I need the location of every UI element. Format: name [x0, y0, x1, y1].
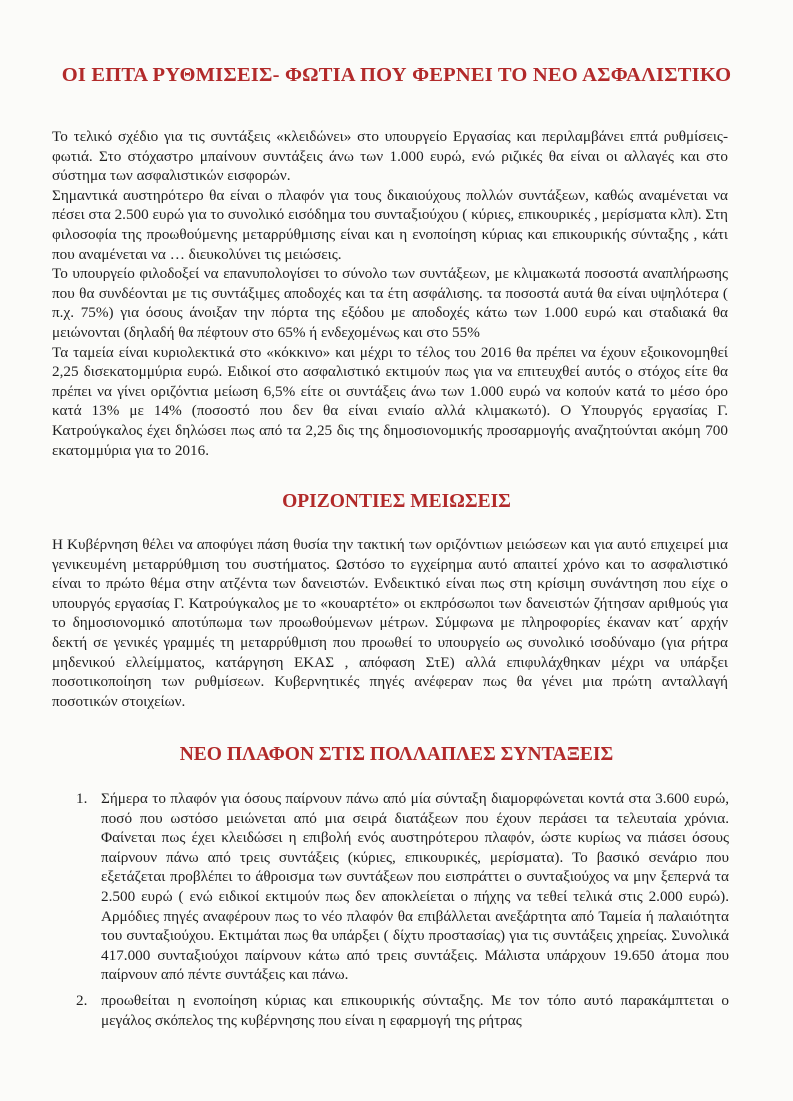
list-item [76, 991, 729, 1030]
list-item-text: Σήμερα το πλαφόν για όσους παίρνουν πάνω από μία σύνταξη διαμορφώνεται κοντά στα 3.600 ευρώ, ποσό που ωστόσο μειώνεται από μια σειρά διατάξεων που έχουν περάσει τα τελευταία χρόνια. Φαίνεται πως έχει κλειδώσει η επιβολή ενός αυστηρότερου πλαφόν, ώστε κυρίως να πιάσει όσους παίρνουν πάνω από τρεις συντάξεις (κύριες, επικουρικές, μερίσματα). Το βασικό σενάριο που εξετάζεται προβλέπει το άθροισμα των συντάξεων που εισπράττει ο συνταξιούχος να μην ξεπερνά τα 2.500 ευρώ ( ενώ ειδικοί εκτιμούν πως δεν αποκλείεται ο πήχης να τεθεί τελικά στις 2.000 ευρώ). Αρμόδιες πηγές αναφέρουν πως το νέο πλαφόν θα επιβάλλεται ανεξάρτητα από Ταμεία ή παλαιότητα του συνταξιούχου. Εκτιμάται πως θα υπάρξει ( δίχτυ προστασίας) για τις συντάξεις χηρείας. Συνολικά 417.000 συνταξιούχοι παίρνουν κάτω από τρεις συντάξεις. Μάλιστα υπάρχουν 19.650 άτομα που παίρνουν από πέντε συντάξεις και πάνω. [101, 790, 729, 984]
intro-section [52, 127, 728, 460]
paragraph: Σημαντικά αυστηρότερο θα είναι ο πλαφόν για τους δικαιούχους πολλών συντάξεων, καθώς αναμένεται να πέσει στα 2.500 ευρώ για το συνολικό εισόδημα του συνταξιούχου ( κύριες, επικουρικές , μερίσματα κλπ). Στη φιλοσοφία της προωθούμενης μεταρρύθμισης είναι και η ενοποίηση κύριας και επικουρικής σύνταξης , κάτι που αναμένεται να … διευκολύνει τις μειώσεις. [52, 186, 728, 263]
paragraph: Το υπουργείο φιλοδοξεί να επανυπολογίσει το σύνολο των συντάξεων, με κλιμακωτά ποσοστά αναπλήρωσης που θα συνδέονται με τις συντάξιμες αποδοχές και τα έτη ασφάλισης. τα ποσοστά αυτά θα είναι υψηλότερα ( π.χ. 75%) για όσους άνοιξαν την πόρτα της εξόδου με αποδοχές κάτω των 1.000 ευρώ και σταδιακά θα μειώνονται (δηλαδή θα πέφτουν στο 65% ή ενδεχομένως και στο 55% [52, 265, 728, 341]
paragraph: Το τελικό σχέδιο για τις συντάξεις «κλειδώνει» στο υπουργείο Εργασίας και περιλαμβάνει επτά ρυθμίσεις- φωτιά. Στο στόχαστρο μπαίνουν συντάξεις άνω των 1.000 ευρώ, ενώ ριζικές θα είναι οι αλλαγές και στο σύστημα των ασφαλιστικών εισφορών. [52, 128, 728, 185]
list-number: 2. [76, 991, 88, 1009]
section-heading: ΝΕΟ ΠΛΑΦΟΝ ΣΤΙΣ ΠΟΛΛΑΠΛΕΣ ΣΥΝΤΑΞΕΙΣ [179, 744, 614, 765]
numbered-list [0, 789, 729, 1036]
horizontal-cuts-section [52, 535, 728, 711]
paragraph: Η Κυβέρνηση θέλει να αποφύγει πάση θυσία την τακτική των οριζόντιων μειώσεων και για αυτό επιχειρεί μια γενικευμένη μεταρρύθμιση του συστήματος. Ωστόσο το εγχείρημα αυτό απαιτεί χρόνο και το ασφαλιστικό είναι το πρώτο θέμα στην ατζέντα των δανειστών. Ενδεικτικό είναι πως στη κρίσιμη συνάντηση που είχε ο υπουργός εργασίας Γ. Κατρούγκαλος με το «κουαρτέτο» οι εκπρόσωποι των δανειστών ζήτησαν αριθμούς για το δημοσιονομικό αποτύπωμα των προωθούμενων μέτρων. Σύμφωνα με πληροφορίες έκαναν κατ΄ αρχήν δεκτή σε γενικές γραμμές τη μεταρρύθμιση που προωθεί το υπουργείο ως συνολικό ισοδύναμο (για ρήτρα μηδενικού ελλείμματος, κατάργηση ΕΚΑΣ , απόφαση ΣτΕ) αλλά επιφυλάχθηκαν μέχρι να υπάρξει ποσοτικοποίηση των ρυθμίσεων. Κυβερνητικές πηγές ανέφεραν πως θα γένει μια πρώτη ανταλλαγή ποσοτικών στοιχείων. [52, 536, 728, 710]
document-title: ΟΙ ΕΠΤΑ ΡΥΘΜΙΣΕΙΣ- ΦΩΤΙΑ ΠΟΥ ΦΕΡΝΕΙ ΤΟ ΝΕΟ ΑΣΦΑΛΙΣΤΙΚΟ [61, 64, 732, 86]
section-heading: ΟΡΙΖΟΝΤΙΕΣ ΜΕΙΩΣΕΙΣ [282, 491, 511, 512]
list-item [76, 789, 729, 985]
list-number: 1. [76, 790, 88, 807]
paragraph: Τα ταμεία είναι κυριολεκτικά στο «κόκκινο» και μέχρι το τέλος του 2016 θα πρέπει να έχουν εξοικονομηθεί 2,25 δισεκατομμύρια ευρώ. Ειδικοί στο ασφαλιστικό εκτιμούν πως για να επιτευχθεί αυτός ο στόχος είτε θα πρέπει να γίνει οριζόντια μείωση 6,5% είτε οι συντάξεις άνω των 1.000 ευρώ να κοπούν κατά το μέσο όρο κατά 13% με 14% (ποσοστό που δεν θα είναι ενιαίο αλλά κλιμακωτό). Ο Υπουργός εργασίας Γ. Κατρούγκαλος έχει δηλώσει πως από τα 2,25 δις της δημοσιονομικής προσαρμογής αναζητούνται ακόμη 700 εκατομμύρια για το 2016. [52, 343, 728, 459]
list-item-text: προωθείται η ενοποίηση κύριας και επικουρικής σύνταξης. Με τον τόπο αυτό παρακάμπτεται ο μεγάλος σκόπελος της κυβέρνησης που είναι η εφαρμογή της ρήτρας [101, 991, 729, 1029]
